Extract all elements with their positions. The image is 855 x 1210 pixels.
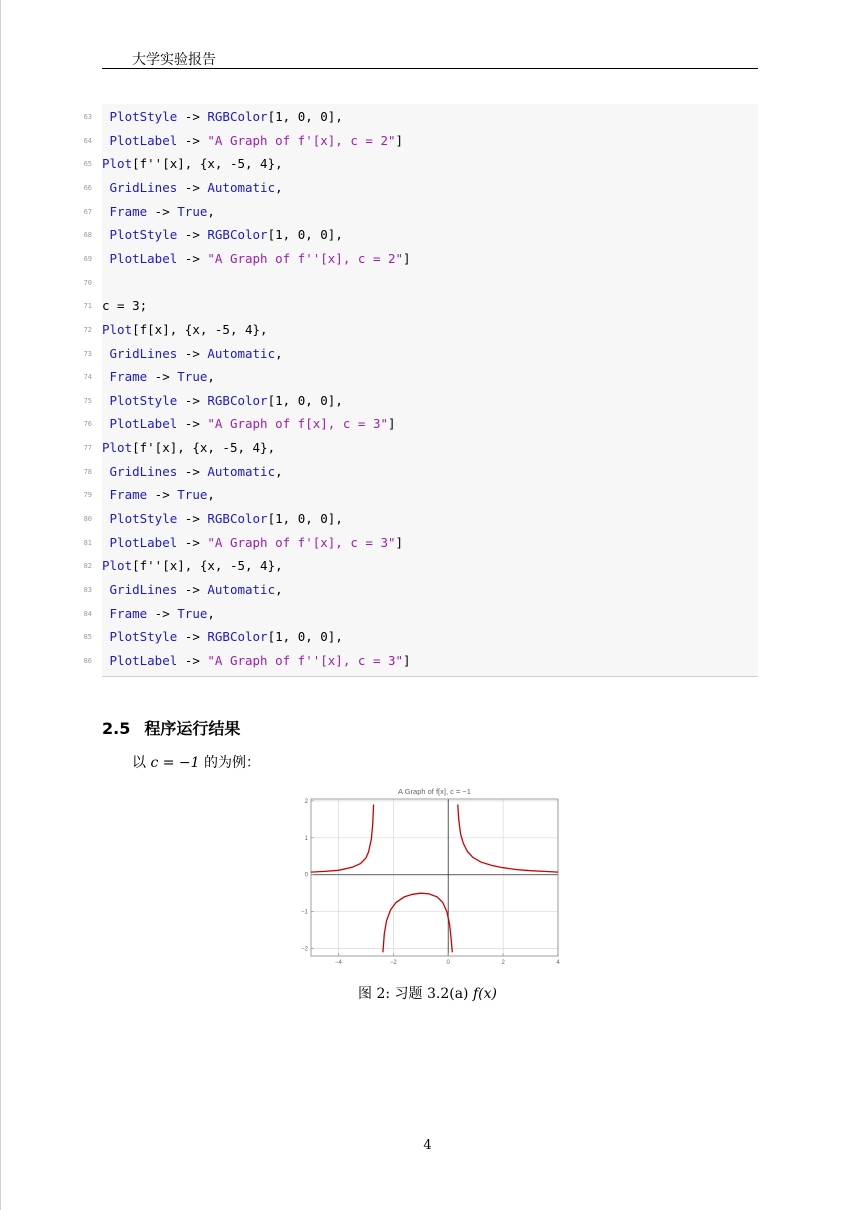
code-line (83, 649, 758, 673)
line-number: 70 (83, 278, 92, 287)
code-symbol: PlotLabel (102, 652, 178, 668)
code-line (83, 578, 758, 602)
x-tick-label: 4 (556, 960, 560, 966)
code-symbol: RGBColor (207, 629, 268, 645)
code-token: -> (177, 345, 208, 361)
line-number: 72 (83, 325, 92, 334)
code-token: -> (177, 392, 208, 408)
code-line (83, 412, 758, 436)
code-symbol: Frame (102, 487, 148, 503)
code-symbol: Automatic (207, 463, 276, 479)
code-token: -> (147, 203, 178, 219)
code-text (102, 204, 215, 219)
x-tick-label: 0 (446, 960, 450, 966)
code-line (83, 200, 758, 224)
code-symbol: True (177, 203, 208, 219)
code-token: [1, 0, 0], (267, 227, 343, 243)
code-line (83, 389, 758, 413)
code-text (102, 582, 283, 597)
line-number: 76 (83, 420, 92, 429)
code-token: , (207, 605, 215, 621)
y-tick-label: −2 (301, 946, 308, 953)
code-token: -> (177, 582, 208, 597)
code-line (83, 507, 758, 531)
code-line (83, 318, 758, 342)
intro-paragraph (132, 752, 260, 772)
code-text (102, 109, 343, 124)
code-symbol: Frame (102, 369, 148, 385)
code-text (102, 133, 403, 148)
line-number: 66 (83, 183, 92, 192)
line-number: 64 (83, 136, 92, 145)
code-symbol: True (177, 605, 208, 621)
line-number: 83 (83, 586, 92, 594)
code-token: [f[x], {x, -5, 4}, (132, 321, 268, 337)
code-symbol: PlotLabel (102, 416, 178, 432)
code-symbol: Plot (102, 558, 133, 574)
code-symbol: PlotLabel (102, 534, 178, 550)
code-symbol: Automatic (207, 345, 276, 361)
code-token: -> (177, 179, 208, 195)
section-title-text: 程序运行结果 (144, 719, 241, 738)
paragraph-math: c = −1 (150, 755, 200, 771)
code-line (83, 223, 758, 247)
x-tick-label: −4 (335, 960, 342, 966)
code-text (102, 251, 411, 266)
line-number: 75 (83, 396, 92, 405)
code-symbol: Automatic (207, 582, 276, 597)
code-token: -> (177, 511, 208, 527)
code-string: "A Graph of f'[x], c = 3" (207, 534, 396, 550)
code-token: -> (147, 487, 178, 503)
code-token: [f''[x], {x, -5, 4}, (132, 558, 283, 574)
page-number: 4 (423, 1138, 432, 1153)
running-header: 大学实验报告 (132, 52, 216, 68)
code-token: -> (177, 250, 208, 266)
code-token: [f''[x], {x, -5, 4}, (132, 156, 283, 172)
line-number: 74 (83, 373, 92, 382)
code-symbol: PlotLabel (102, 250, 178, 266)
section-number: 2.5 (102, 719, 131, 738)
code-text (102, 416, 396, 431)
code-line (83, 460, 758, 484)
code-symbol: GridLines (102, 345, 178, 361)
code-token: ] (403, 250, 411, 266)
y-tick-label: 0 (304, 872, 308, 879)
code-token: ] (403, 652, 411, 668)
caption-prefix: 图 2: 习题 3.2(a) (358, 986, 473, 1002)
line-number: 86 (83, 656, 92, 665)
code-symbol: Plot (102, 156, 133, 172)
code-symbol: True (177, 369, 208, 385)
code-symbol: Frame (102, 203, 148, 219)
code-token: -> (177, 629, 208, 645)
series-line (458, 805, 558, 873)
code-token: [f'[x], {x, -5, 4}, (132, 440, 276, 456)
code-text (102, 606, 215, 621)
code-token: -> (177, 227, 208, 243)
code-token: -> (177, 652, 208, 668)
x-tick-label: 2 (501, 960, 505, 966)
code-text (102, 180, 283, 195)
code-text (102, 227, 343, 242)
code-text (102, 511, 343, 526)
line-number: 63 (83, 113, 92, 121)
code-token: , (207, 203, 215, 219)
code-line (83, 602, 758, 626)
page-left-edge (0, 0, 1, 1210)
code-text (102, 464, 283, 479)
line-number: 85 (83, 633, 92, 642)
code-token: -> (147, 369, 178, 385)
code-line (83, 365, 758, 389)
line-number: 65 (83, 160, 92, 169)
code-symbol: GridLines (102, 582, 178, 597)
figure-caption (0, 983, 855, 1003)
code-symbol: PlotLabel (102, 132, 178, 148)
code-text (102, 653, 411, 668)
code-line (83, 247, 758, 271)
code-token: -> (147, 605, 178, 621)
code-token: c = 3; (102, 298, 148, 314)
code-symbol: RGBColor (207, 392, 268, 408)
code-text (102, 487, 215, 502)
code-line (83, 436, 758, 460)
code-symbol: GridLines (102, 179, 178, 195)
code-symbol: RGBColor (207, 511, 268, 527)
x-tick-label: −2 (389, 960, 397, 966)
code-symbol: RGBColor (207, 109, 268, 124)
code-symbol: Plot (102, 321, 133, 337)
code-text (102, 369, 215, 384)
code-token: , (207, 487, 215, 503)
code-symbol: PlotStyle (102, 629, 178, 645)
code-symbol: PlotStyle (102, 392, 178, 408)
code-text (102, 535, 403, 550)
code-symbol: PlotStyle (102, 511, 178, 527)
code-token: -> (177, 463, 208, 479)
code-line (83, 531, 758, 555)
code-text (102, 156, 283, 171)
code-line (83, 152, 758, 176)
line-number: 77 (83, 444, 92, 453)
chart-title: A Graph of f[x], c = −1 (398, 787, 471, 796)
y-tick-label: −1 (301, 909, 308, 916)
header-rule (102, 68, 758, 69)
code-text (102, 346, 283, 361)
line-number: 73 (83, 349, 92, 358)
y-tick-label: 1 (304, 835, 308, 842)
code-string: "A Graph of f''[x], c = 3" (207, 652, 404, 668)
code-line (83, 176, 758, 200)
line-number: 81 (83, 538, 92, 547)
code-token: ] (395, 534, 404, 550)
code-line (83, 271, 758, 295)
code-text (102, 322, 268, 337)
code-text (102, 298, 147, 313)
code-token: ] (388, 416, 396, 432)
code-symbol: True (177, 487, 208, 503)
code-line (83, 625, 758, 649)
code-token: -> (177, 416, 208, 432)
code-symbol: Frame (102, 605, 148, 621)
line-number: 79 (83, 491, 92, 500)
code-symbol: PlotStyle (102, 109, 178, 124)
code-line (83, 129, 758, 153)
code-symbol: RGBColor (207, 227, 268, 243)
code-token: [1, 0, 0], (267, 629, 343, 645)
line-number: 67 (83, 207, 92, 216)
code-text (102, 440, 275, 455)
code-line (83, 554, 758, 578)
code-text (102, 558, 283, 573)
code-token: , (275, 345, 283, 361)
code-token: -> (177, 534, 208, 550)
code-symbol: GridLines (102, 463, 178, 479)
code-token: [1, 0, 0], (267, 392, 343, 408)
line-number: 82 (83, 562, 92, 571)
line-number: 80 (83, 515, 92, 524)
paragraph-prefix: 以 (132, 755, 151, 771)
code-string: "A Graph of f'[x], c = 2" (207, 132, 396, 148)
code-line (83, 294, 758, 318)
function-plot (296, 784, 564, 970)
chart-frame (311, 799, 558, 956)
code-line (83, 342, 758, 366)
line-number: 84 (83, 609, 92, 618)
code-token: -> (177, 132, 208, 148)
code-token: [1, 0, 0], (267, 511, 343, 527)
code-token: , (275, 582, 283, 597)
code-string: "A Graph of f[x], c = 3" (207, 416, 388, 432)
code-token: [1, 0, 0], (267, 109, 343, 124)
code-symbol: PlotStyle (102, 227, 178, 243)
code-token: ] (395, 132, 404, 148)
series-line (311, 805, 374, 873)
line-number: 71 (83, 302, 92, 311)
code-listing (83, 104, 758, 677)
code-token: -> (177, 109, 208, 124)
code-line (83, 483, 758, 507)
code-symbol: Plot (102, 440, 133, 456)
line-number: 69 (83, 254, 92, 263)
code-token: , (275, 463, 283, 479)
line-number: 78 (83, 467, 92, 476)
code-symbol: Automatic (207, 179, 276, 195)
code-token: , (207, 369, 215, 385)
y-tick-label: 2 (304, 798, 308, 805)
section-heading (102, 716, 240, 739)
code-token: , (275, 179, 283, 195)
line-number: 68 (83, 231, 92, 240)
code-text (102, 393, 343, 408)
code-string: "A Graph of f''[x], c = 2" (207, 250, 404, 266)
code-line (83, 105, 758, 129)
code-text (102, 629, 343, 644)
paragraph-suffix: 的为例： (199, 755, 261, 771)
caption-math: f(x) (472, 986, 497, 1002)
